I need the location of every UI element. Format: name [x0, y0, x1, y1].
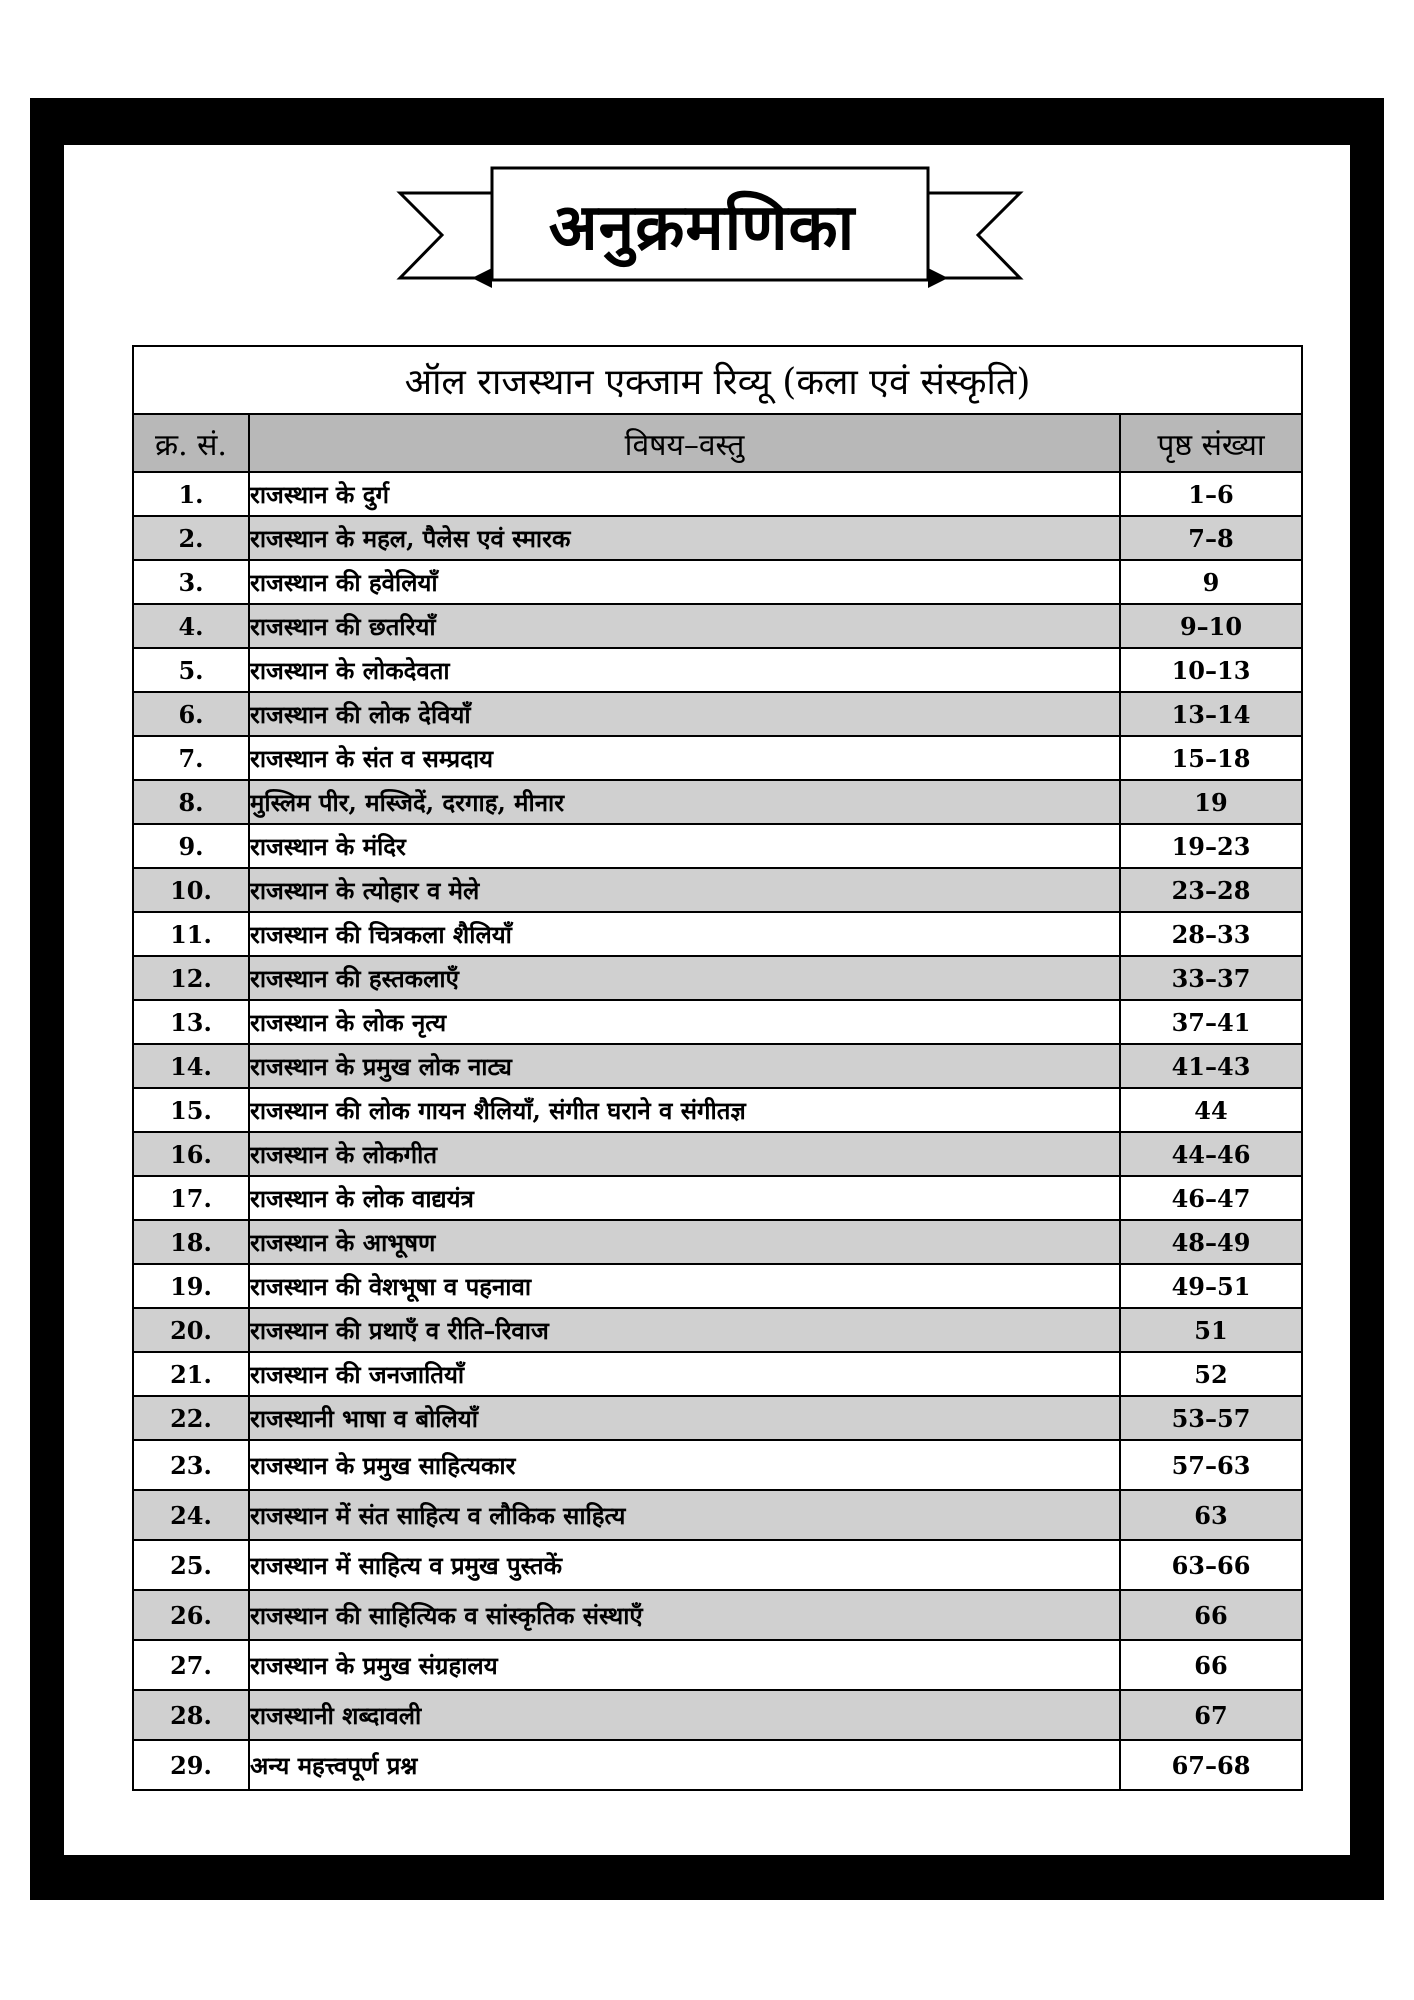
row-topic: राजस्थान के प्रमुख लोक नाट्य: [249, 1044, 1120, 1088]
table-row: [133, 1264, 1302, 1308]
row-page-range: 23–28: [1120, 868, 1302, 912]
row-serial-number: 26.: [133, 1590, 249, 1640]
row-topic: राजस्थान के मंदिर: [249, 824, 1120, 868]
row-serial-number: 5.: [133, 648, 249, 692]
row-topic: राजस्थान की छतरियाँ: [249, 604, 1120, 648]
column-header-page: पृष्ठ संख्या: [1120, 414, 1302, 472]
row-serial-number: 29.: [133, 1740, 249, 1790]
row-serial-number: 14.: [133, 1044, 249, 1088]
row-serial-number: 2.: [133, 516, 249, 560]
table-row: [133, 1352, 1302, 1396]
table-row: [133, 560, 1302, 604]
table-row: [133, 1000, 1302, 1044]
row-serial-number: 6.: [133, 692, 249, 736]
row-topic: राजस्थान के प्रमुख संग्रहालय: [249, 1640, 1120, 1690]
row-page-range: 53–57: [1120, 1396, 1302, 1440]
contents-table-body: [133, 472, 1302, 1790]
row-page-range: 63: [1120, 1490, 1302, 1540]
table-row: [133, 1540, 1302, 1590]
row-topic: राजस्थान के लोक नृत्य: [249, 1000, 1120, 1044]
row-serial-number: 7.: [133, 736, 249, 780]
table-row: [133, 868, 1302, 912]
row-page-range: 9–10: [1120, 604, 1302, 648]
row-topic: राजस्थान की हस्तकलाएँ: [249, 956, 1120, 1000]
row-serial-number: 11.: [133, 912, 249, 956]
row-topic: राजस्थान के महल, पैलेस एवं स्मारक: [249, 516, 1120, 560]
row-page-range: 48–49: [1120, 1220, 1302, 1264]
row-page-range: 1–6: [1120, 472, 1302, 516]
row-topic: राजस्थान की लोक गायन शैलियाँ, संगीत घराने व संगीतज्ञ: [249, 1088, 1120, 1132]
table-row: [133, 472, 1302, 516]
row-serial-number: 17.: [133, 1176, 249, 1220]
table-row: [133, 604, 1302, 648]
table-row: [133, 648, 1302, 692]
row-serial-number: 15.: [133, 1088, 249, 1132]
table-row: [133, 516, 1302, 560]
table-row: [133, 1590, 1302, 1640]
row-topic: राजस्थान के लोकदेवता: [249, 648, 1120, 692]
row-page-range: 7–8: [1120, 516, 1302, 560]
row-serial-number: 24.: [133, 1490, 249, 1540]
row-serial-number: 16.: [133, 1132, 249, 1176]
row-topic: राजस्थानी भाषा व बोलियाँ: [249, 1396, 1120, 1440]
row-topic: राजस्थान के प्रमुख साहित्यकार: [249, 1440, 1120, 1490]
table-row: [133, 1220, 1302, 1264]
row-page-range: 13–14: [1120, 692, 1302, 736]
row-serial-number: 13.: [133, 1000, 249, 1044]
table-row: [133, 1044, 1302, 1088]
row-page-range: 9: [1120, 560, 1302, 604]
table-row: [133, 1490, 1302, 1540]
row-topic: राजस्थान के लोकगीत: [249, 1132, 1120, 1176]
table-row: [133, 912, 1302, 956]
row-topic: राजस्थान के संत व सम्प्रदाय: [249, 736, 1120, 780]
row-serial-number: 3.: [133, 560, 249, 604]
table-row: [133, 1176, 1302, 1220]
table-row: [133, 1308, 1302, 1352]
table-row: [133, 1690, 1302, 1740]
table-row: [133, 1440, 1302, 1490]
row-page-range: 66: [1120, 1640, 1302, 1690]
row-topic: राजस्थान की लोक देवियाँ: [249, 692, 1120, 736]
page-heading: अनुक्रमणिका: [548, 189, 856, 265]
row-serial-number: 25.: [133, 1540, 249, 1590]
row-topic: राजस्थान में साहित्य व प्रमुख पुस्तकें: [249, 1540, 1120, 1590]
table-row: [133, 1132, 1302, 1176]
row-page-range: 66: [1120, 1590, 1302, 1640]
row-serial-number: 21.: [133, 1352, 249, 1396]
row-topic: राजस्थान की हवेलियाँ: [249, 560, 1120, 604]
row-serial-number: 18.: [133, 1220, 249, 1264]
row-serial-number: 4.: [133, 604, 249, 648]
row-topic: राजस्थान के दुर्ग: [249, 472, 1120, 516]
row-page-range: 46–47: [1120, 1176, 1302, 1220]
row-page-range: 44–46: [1120, 1132, 1302, 1176]
row-topic: मुस्लिम पीर, मस्जिदें, दरगाह, मीनार: [249, 780, 1120, 824]
table-row: [133, 1088, 1302, 1132]
table-row: [133, 1396, 1302, 1440]
row-serial-number: 23.: [133, 1440, 249, 1490]
row-topic: राजस्थान के लोक वाद्ययंत्र: [249, 1176, 1120, 1220]
row-page-range: 67: [1120, 1690, 1302, 1740]
row-topic: राजस्थान में संत साहित्य व लौकिक साहित्य: [249, 1490, 1120, 1540]
row-page-range: 15–18: [1120, 736, 1302, 780]
row-page-range: 19: [1120, 780, 1302, 824]
row-serial-number: 19.: [133, 1264, 249, 1308]
row-page-range: 67–68: [1120, 1740, 1302, 1790]
row-page-range: 57–63: [1120, 1440, 1302, 1490]
row-page-range: 44: [1120, 1088, 1302, 1132]
contents-table: [132, 345, 1303, 1791]
row-serial-number: 8.: [133, 780, 249, 824]
row-serial-number: 27.: [133, 1640, 249, 1690]
row-page-range: 41–43: [1120, 1044, 1302, 1088]
column-header-topic: विषय–वस्तु: [249, 414, 1120, 472]
row-page-range: 63–66: [1120, 1540, 1302, 1590]
table-header-row: [133, 414, 1302, 472]
row-page-range: 19–23: [1120, 824, 1302, 868]
row-page-range: 52: [1120, 1352, 1302, 1396]
column-header-serial: क्र. सं.: [133, 414, 249, 472]
row-topic: राजस्थान की साहित्यिक व सांस्कृतिक संस्थाएँ: [249, 1590, 1120, 1640]
row-serial-number: 22.: [133, 1396, 249, 1440]
row-page-range: 28–33: [1120, 912, 1302, 956]
row-topic: राजस्थानी शब्दावली: [249, 1690, 1120, 1740]
row-topic: राजस्थान के त्योहार व मेले: [249, 868, 1120, 912]
row-page-range: 37–41: [1120, 1000, 1302, 1044]
row-topic: राजस्थान के आभूषण: [249, 1220, 1120, 1264]
row-page-range: 33–37: [1120, 956, 1302, 1000]
table-row: [133, 780, 1302, 824]
row-serial-number: 20.: [133, 1308, 249, 1352]
table-row: [133, 1640, 1302, 1690]
row-topic: राजस्थान की वेशभूषा व पहनावा: [249, 1264, 1120, 1308]
ribbon-right-tail: [928, 193, 1020, 278]
row-serial-number: 1.: [133, 472, 249, 516]
row-topic: राजस्थान की जनजातियाँ: [249, 1352, 1120, 1396]
table-row: [133, 692, 1302, 736]
table-row: [133, 824, 1302, 868]
row-topic: अन्य महत्त्वपूर्ण प्रश्न: [249, 1740, 1120, 1790]
row-serial-number: 28.: [133, 1690, 249, 1740]
row-page-range: 10–13: [1120, 648, 1302, 692]
row-page-range: 51: [1120, 1308, 1302, 1352]
row-serial-number: 9.: [133, 824, 249, 868]
row-page-range: 49–51: [1120, 1264, 1302, 1308]
row-topic: राजस्थान की चित्रकला शैलियाँ: [249, 912, 1120, 956]
table-row: [133, 956, 1302, 1000]
book-title: ऑल राजस्थान एक्जाम रिव्यू (कला एवं संस्कृति): [133, 346, 1302, 414]
row-topic: राजस्थान की प्रथाएँ व रीति–रिवाज: [249, 1308, 1120, 1352]
table-row: [133, 1740, 1302, 1790]
table-row: [133, 736, 1302, 780]
row-serial-number: 12.: [133, 956, 249, 1000]
row-serial-number: 10.: [133, 868, 249, 912]
ribbon-left-tail: [400, 193, 492, 278]
